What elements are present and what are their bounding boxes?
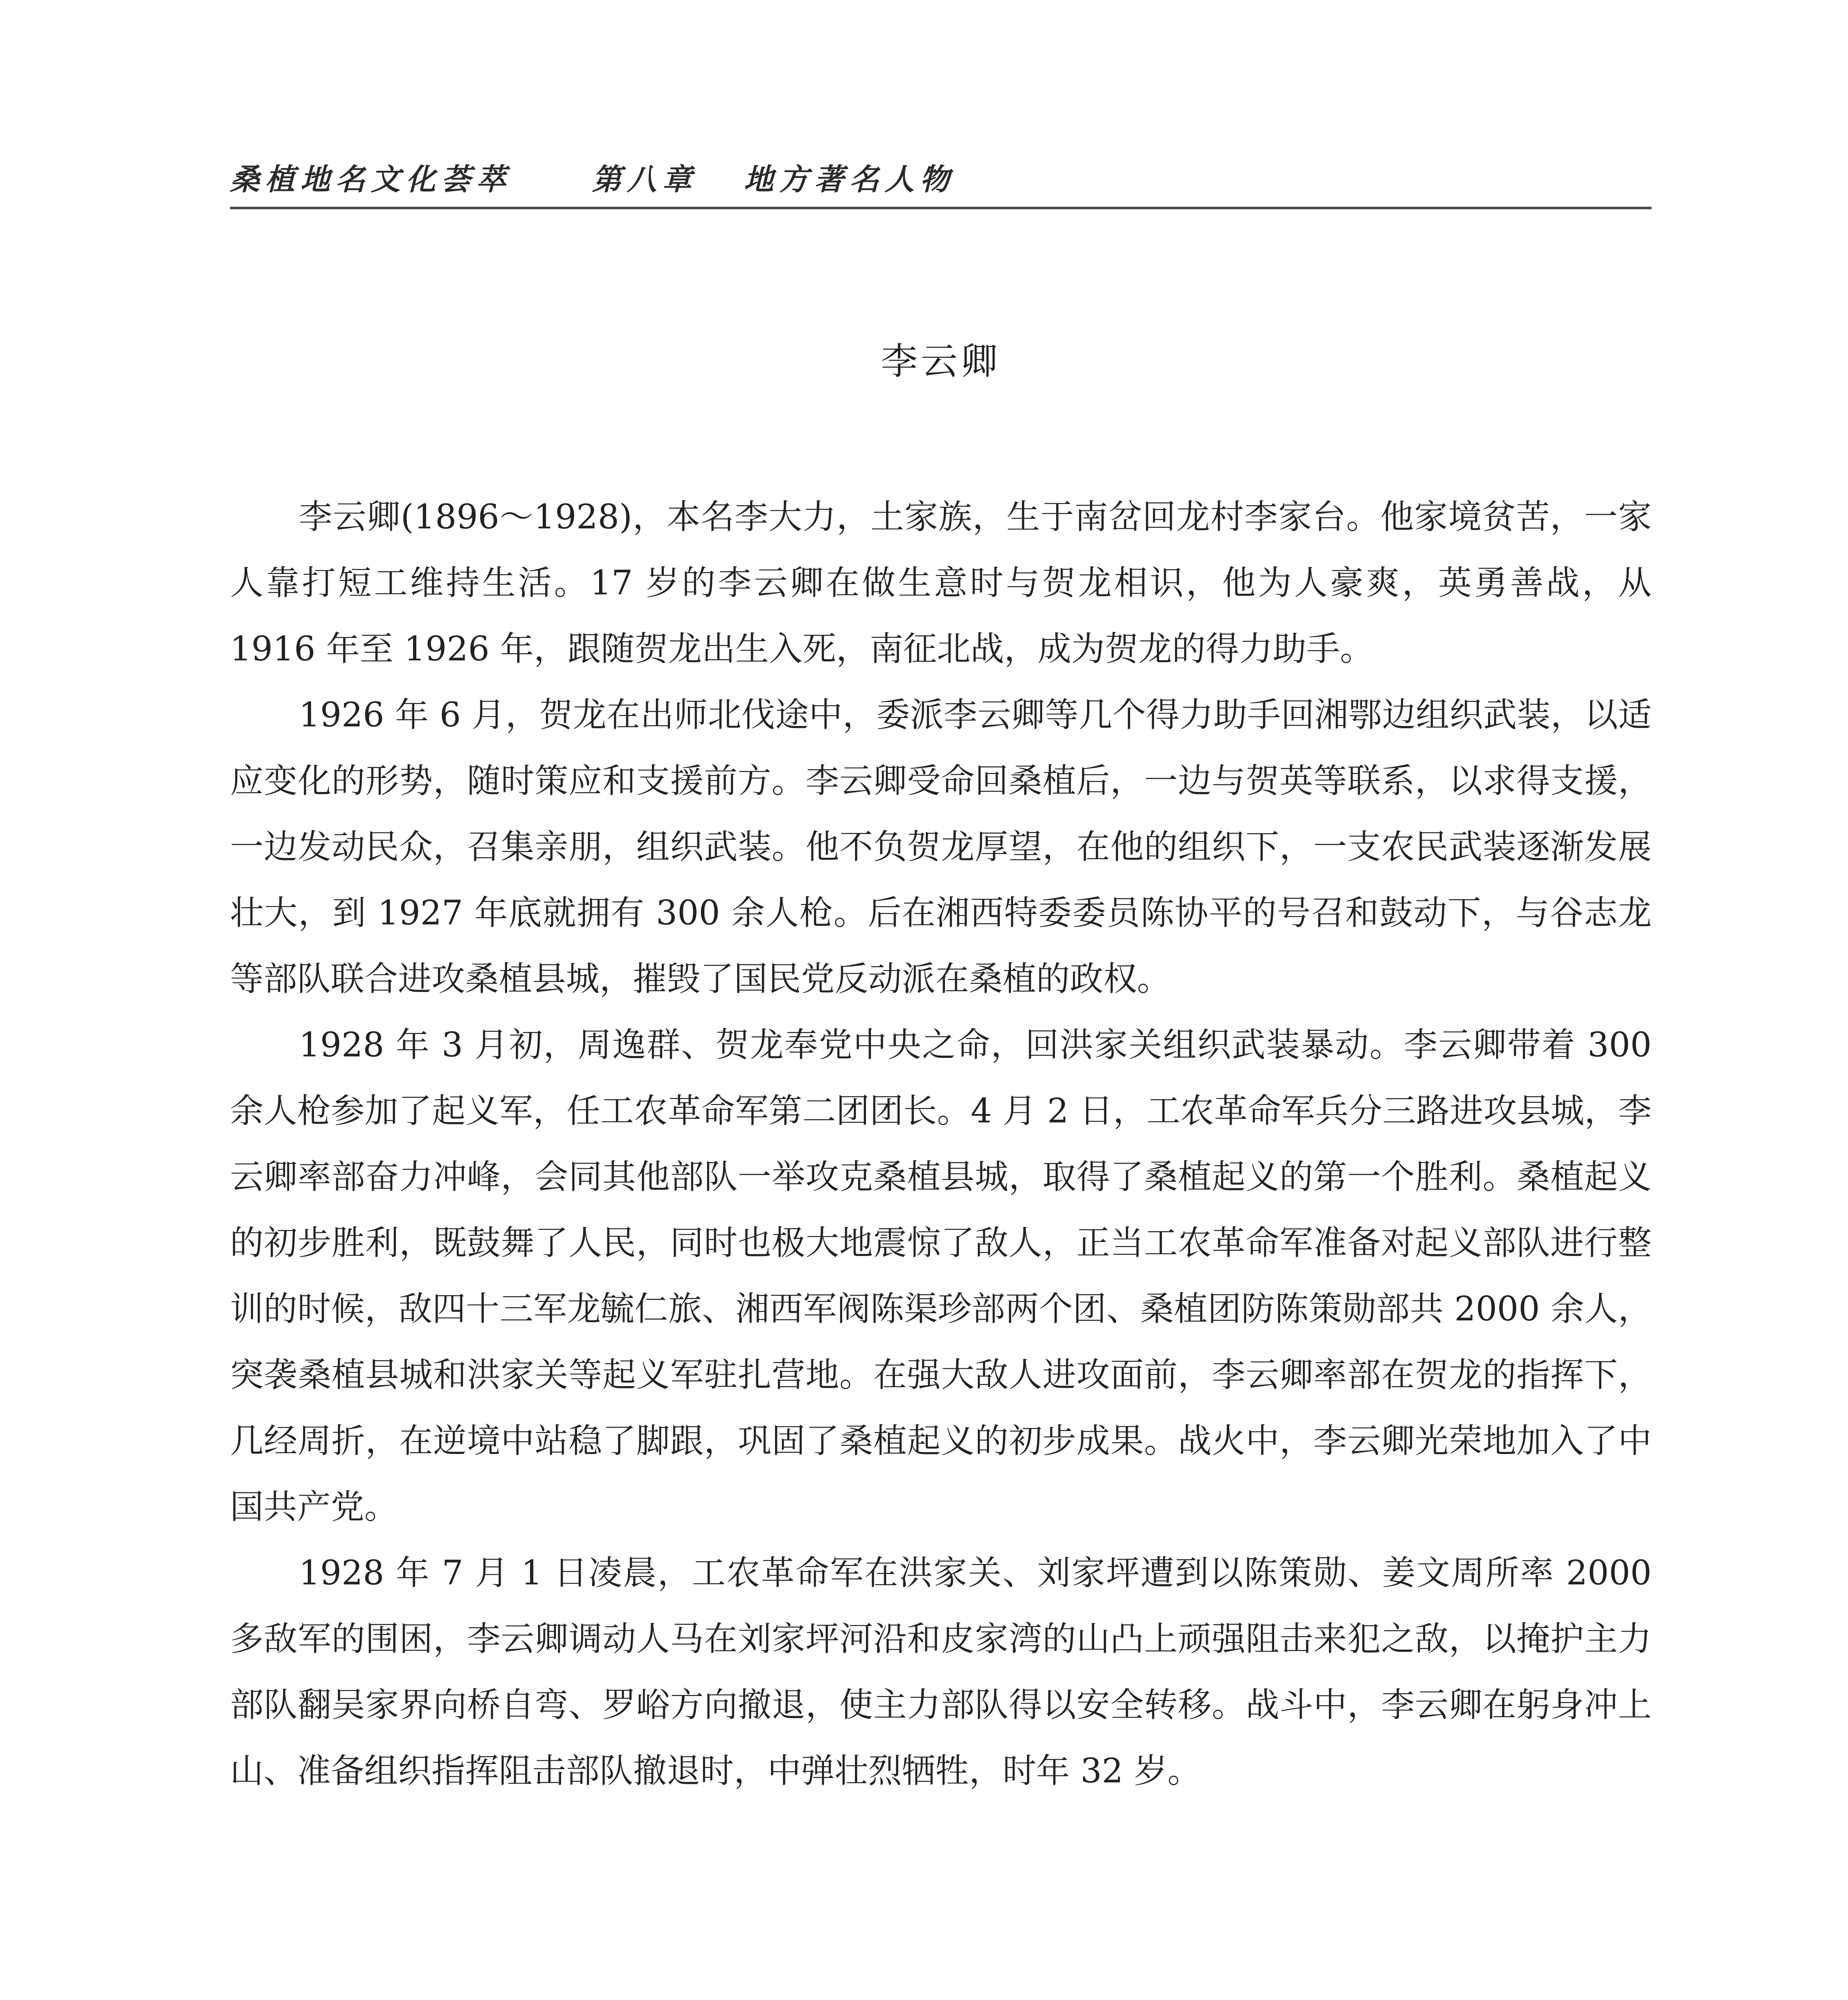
header-topic: 地方著名人物 xyxy=(744,162,955,197)
article-body xyxy=(230,484,1652,1804)
running-header xyxy=(230,148,1652,212)
paragraph-2: 1926 年 6 月，贺龙在出师北伐途中，委派李云卿等几个得力助手回湘鄂边组织武装，以适应变化的形势，随时策应和支援前方。李云卿受命回桑植后，一边与贺英等联系，以求得支援，一边发动民众，召集亲朋，组织武装。他不负贺龙厚望，在他的组织下，一支农民武装逐渐发展壮大，到 1927 年底就拥有 300 余人枪。后在湘西特委委员陈协平的号召和鼓动下，与谷志龙等部队联合进攻桑植县城，摧毁了国民党反动派在桑植的政权。 xyxy=(230,695,1652,998)
header-divider xyxy=(230,207,1652,209)
article-title: 李云卿 xyxy=(881,340,1001,383)
paragraph-1: 李云卿(1896～1928)，本名李大力，土家族，生于南岔回龙村李家台。他家境贫苦，一家人靠打短工维持生活。17 岁的李云卿在做生意时与贺龙相识，他为人豪爽，英勇善战，从 1916 年至 1926 年，跟随贺龙出生入死，南征北战，成为贺龙的得力助手。 xyxy=(230,497,1652,668)
header-book-title: 桑植地名文化荟萃 xyxy=(230,162,511,197)
header-chapter: 第八章 xyxy=(592,162,697,197)
paragraph-3: 1928 年 3 月初，周逸群、贺龙奉党中央之命，回洪家关组织武装暴动。李云卿带着 300 余人枪参加了起义军，任工农革命军第二团团长。4 月 2 日，工农革命军兵分三路进攻县城，李云卿率部奋力冲峰，会同其他部队一举攻克桑植县城，取得了桑植起义的第一个胜利。桑植起义的初步胜利，既鼓舞了人民，同时也极大地震惊了敌人，正当工农革命军准备对起义部队进行整训的时候，敌四十三军龙毓仁旅、湘西军阀陈渠珍部两个团、桑植团防陈策勋部共 2000 余人，突袭桑植县城和洪家关等起义军驻扎营地。在强大敌人进攻面前，李云卿率部在贺龙的指挥下，几经周折，在逆境中站稳了脚跟，巩固了桑植起义的初步成果。战火中，李云卿光荣地加入了中国共产党。 xyxy=(230,1025,1652,1526)
paragraph-4: 1928 年 7 月 1 日凌晨，工农革命军在洪家关、刘家坪遭到以陈策勋、姜文周所率 2000 多敌军的围困，李云卿调动人马在刘家坪河沿和皮家湾的山凸上顽强阻击来犯之敌，以掩护主力部队翻吴家界向桥自弯、罗峪方向撤退，使主力部队得以安全转移。战斗中，李云卿在躬身冲上山、准备组织指挥阻击部队撤退时，中弹壮烈牺牲，时年 32 岁。 xyxy=(230,1553,1652,1790)
